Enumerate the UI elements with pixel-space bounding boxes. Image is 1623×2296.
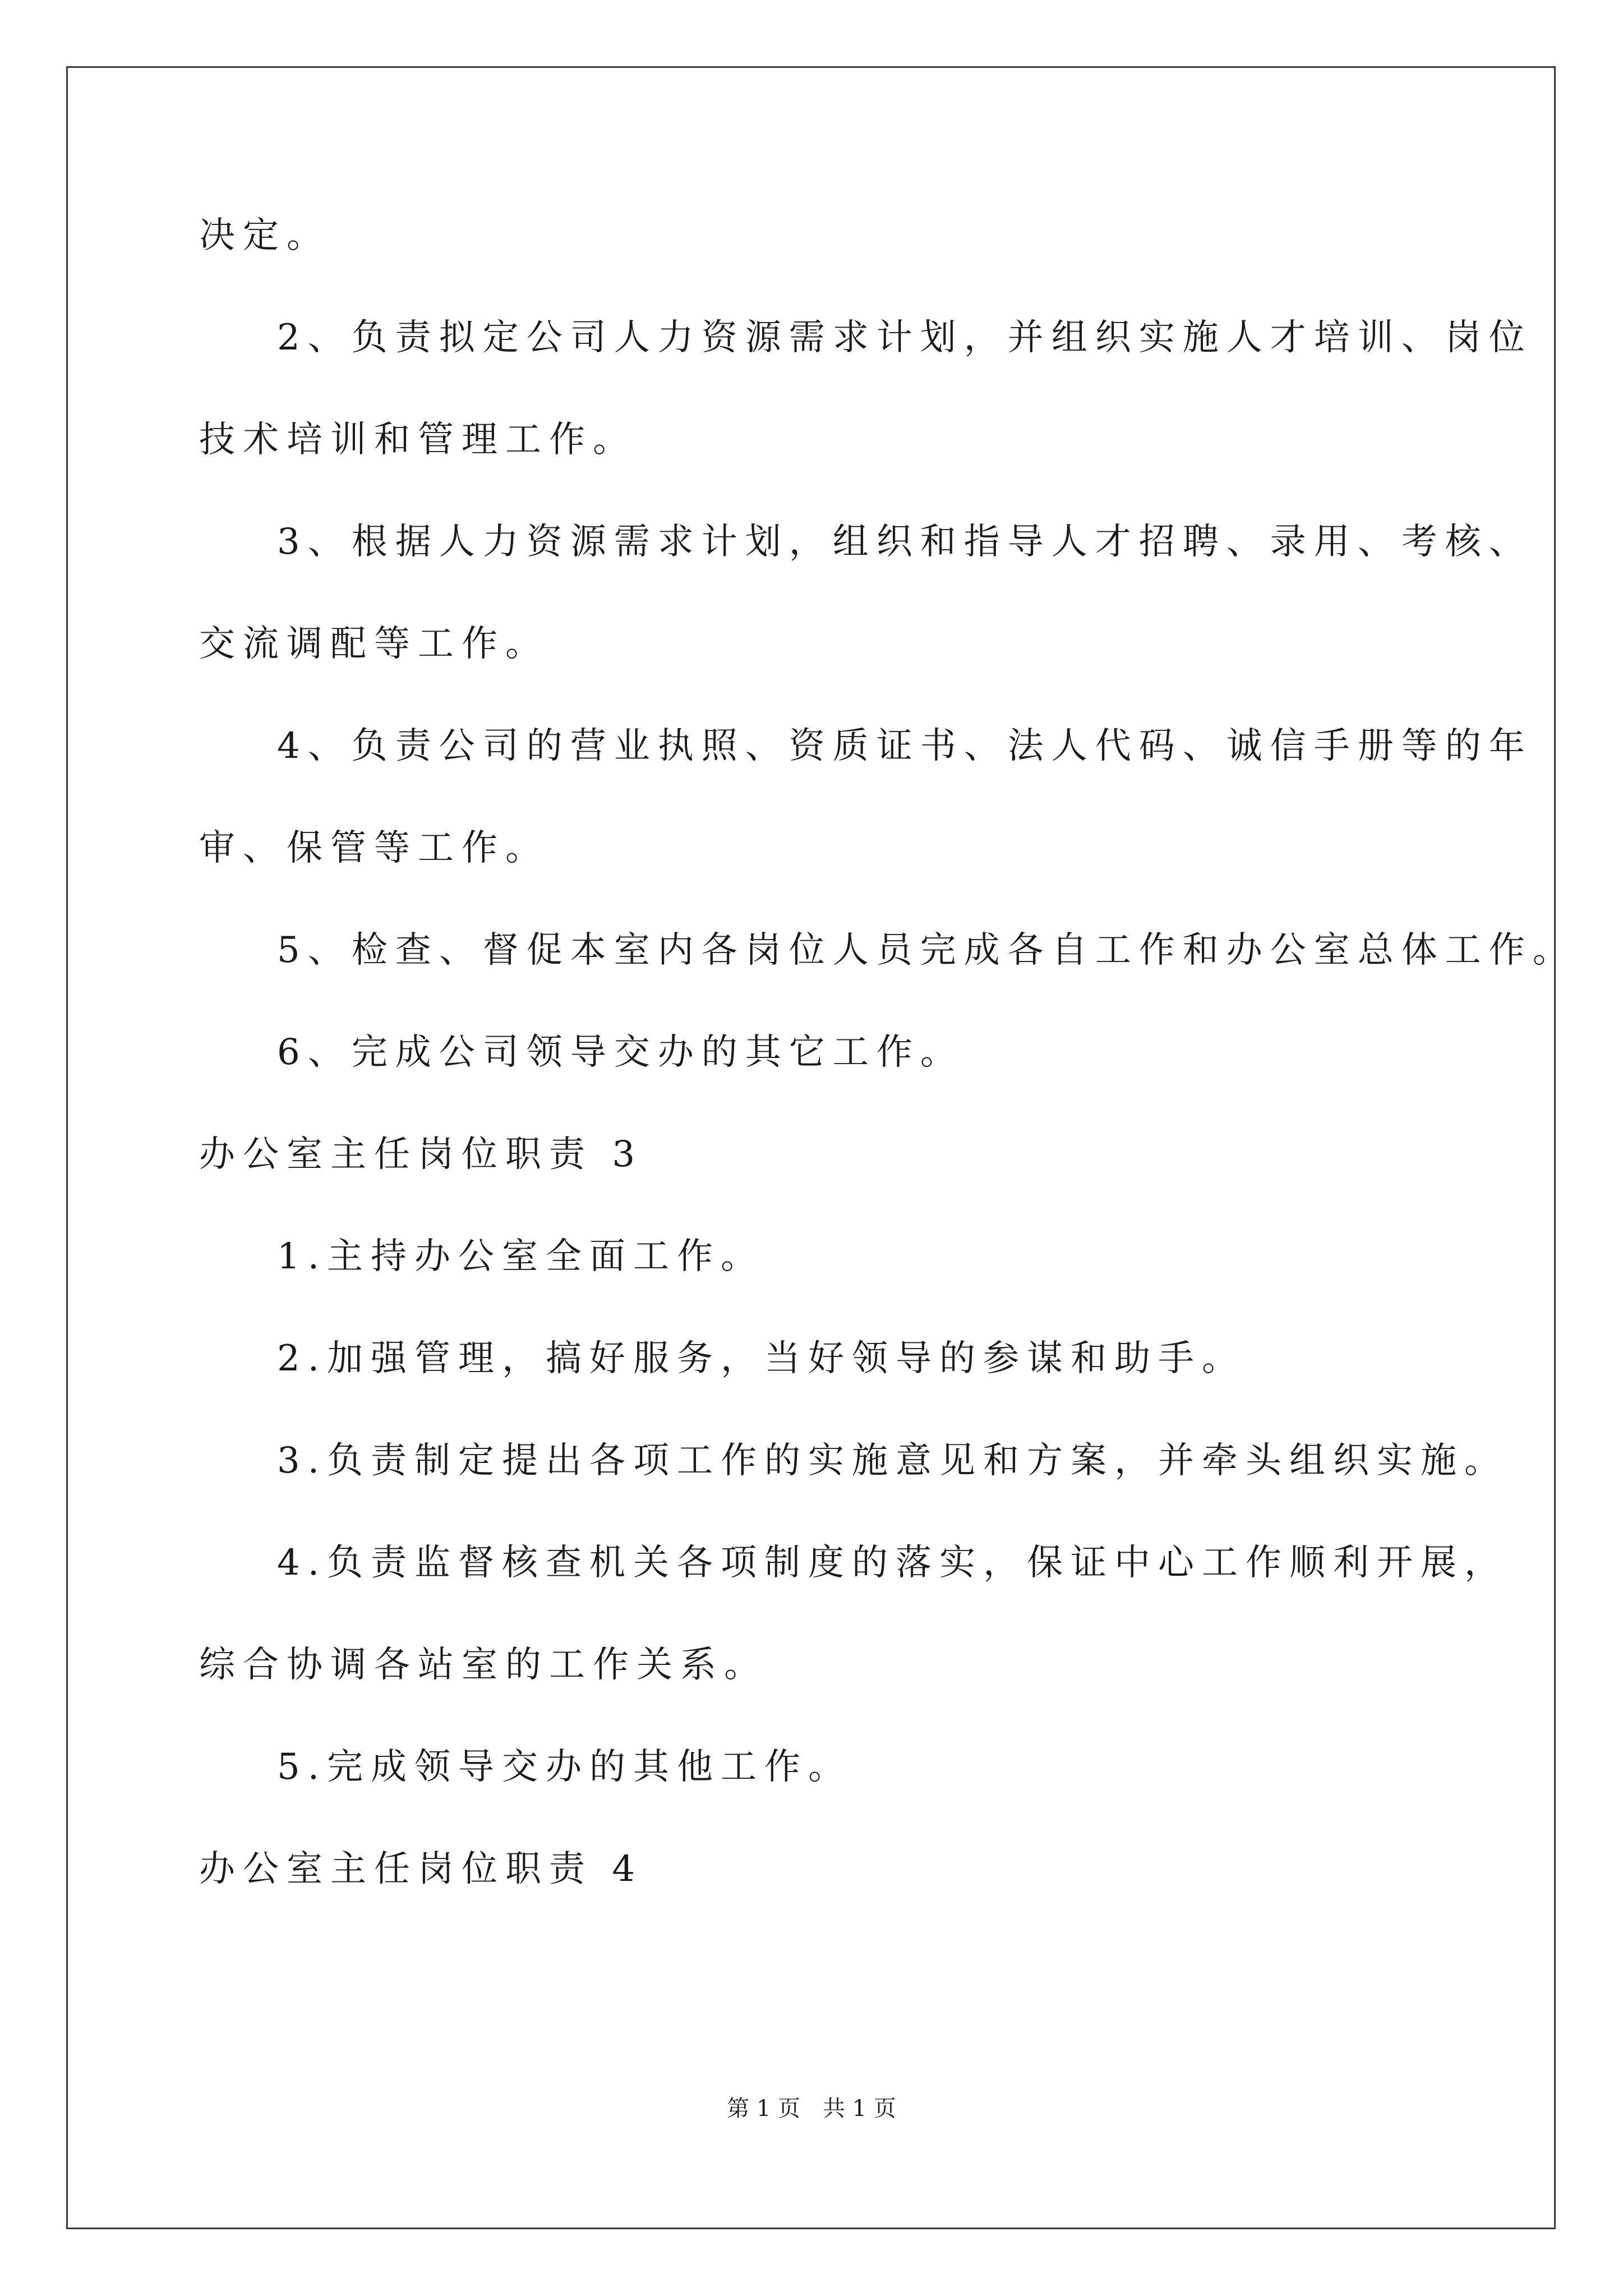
text-line: 决定。 bbox=[199, 215, 330, 256]
text-line: 4、负责公司的营业执照、资质证书、法人代码、诚信手册等的年 bbox=[277, 725, 1533, 767]
section-heading: 办公室主任岗位职责 3 bbox=[199, 1134, 643, 1175]
text-line: 4.负责监督核查机关各项制度的落实，保证中心工作顺利开展， bbox=[277, 1542, 1509, 1584]
text-line: 交流调配等工作。 bbox=[199, 623, 549, 665]
text-line: 2、负责拟定公司人力资源需求计划，并组织实施人才培训、岗位 bbox=[277, 317, 1533, 358]
text-line: 1.主持办公室全面工作。 bbox=[277, 1236, 765, 1277]
text-line: 审、保管等工作。 bbox=[199, 827, 549, 869]
text-line: 综合协调各站室的工作关系。 bbox=[199, 1644, 768, 1686]
text-line: 3.负责制定提出各项工作的实施意见和方案，并牵头组织实施。 bbox=[277, 1440, 1509, 1481]
text-line: 2.加强管理，搞好服务，当好领导的参谋和助手。 bbox=[277, 1338, 1246, 1379]
text-line: 技术培训和管理工作。 bbox=[199, 419, 637, 461]
text-line: 6、完成公司领导交办的其它工作。 bbox=[277, 1032, 964, 1073]
text-line: 3、根据人力资源需求计划，组织和指导人才招聘、录用、考核、 bbox=[277, 521, 1533, 563]
text-line: 5.完成领导交办的其他工作。 bbox=[277, 1746, 852, 1788]
page-number-footer: 第 1 页 共 1 页 bbox=[727, 2096, 896, 2122]
text-line: 5、检查、督促本室内各岗位人员完成各自工作和办公室总体工作。 bbox=[277, 930, 1576, 971]
section-heading: 办公室主任岗位职责 4 bbox=[199, 1848, 643, 1890]
